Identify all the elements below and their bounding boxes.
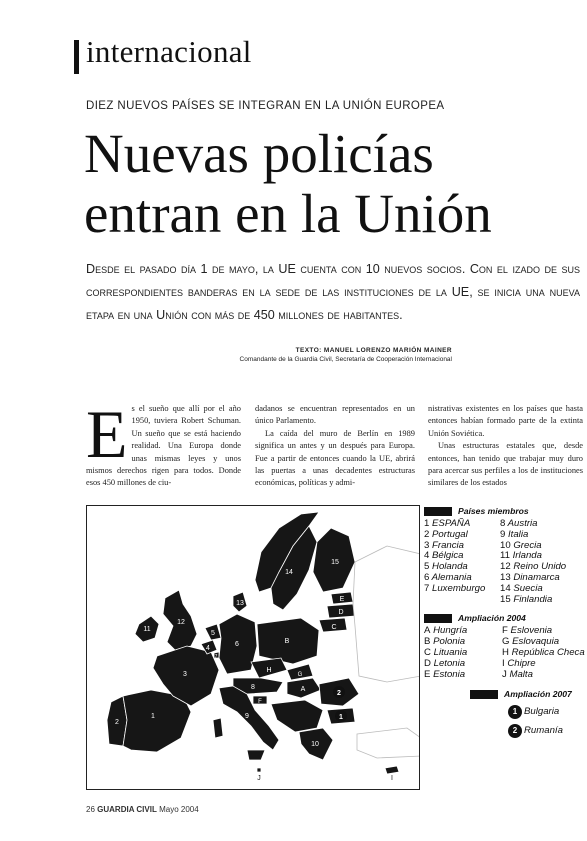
map-label: 13 bbox=[236, 600, 244, 607]
legend-item: 10 Grecia bbox=[500, 539, 542, 551]
map-label: I bbox=[391, 775, 393, 782]
legend-item: 4 Bélgica bbox=[424, 550, 464, 562]
legend-item: B Polonia bbox=[424, 636, 466, 648]
legend-item: E Estonia bbox=[424, 668, 466, 680]
byline-role: Comandante de la Guardia Civil, Secretaría de Cooperación Internacional bbox=[239, 356, 452, 363]
headline-line-1: Nuevas policías bbox=[84, 123, 434, 184]
legend-item: F Eslovenia bbox=[502, 625, 553, 637]
map-italy bbox=[219, 686, 279, 750]
europe-map bbox=[86, 505, 420, 790]
body-text: dadanos se encuentran representados en un único Parlamento. bbox=[255, 404, 415, 426]
legend-item: 2 Portugal bbox=[424, 528, 468, 540]
europe-map-graphic bbox=[87, 506, 420, 790]
headline bbox=[84, 124, 492, 244]
legend-item: 7 Luxemburgo bbox=[424, 582, 486, 594]
map-marker-label: 2 bbox=[337, 690, 341, 697]
map-sardinia bbox=[213, 718, 223, 738]
legend-members-list bbox=[424, 519, 587, 605]
map-russia bbox=[353, 546, 420, 682]
map-turkey bbox=[357, 728, 420, 758]
legend-item: 13 Dinamarca bbox=[500, 571, 560, 583]
headline-line-2: entran en la Unión bbox=[84, 183, 492, 244]
legend-item: 11 Irlanda bbox=[500, 550, 542, 562]
body-text: Unas estructuras estatales que, desde entonces, han tenido que trabajar muy duro para acercar sus perfiles a los de instituciones similares de los estados bbox=[428, 441, 583, 488]
page-number: 26 bbox=[86, 805, 95, 814]
map-legend bbox=[424, 506, 587, 740]
map-label: 4 bbox=[206, 645, 210, 652]
map-label: C bbox=[331, 624, 337, 631]
legend-item: 2 Rumanía bbox=[508, 721, 587, 740]
map-balkans bbox=[271, 700, 323, 732]
legend-item: J Malta bbox=[502, 668, 533, 680]
map-label: 10 bbox=[311, 741, 319, 748]
legend-item: 14 Suecia bbox=[500, 582, 543, 594]
legend-item: C Lituania bbox=[424, 646, 468, 658]
section-title: internacional bbox=[86, 34, 252, 69]
body-text: La caída del muro de Berlín en 1989 significa un antes y un después para Europa. Fue a partir de entonces cuando la UE, abrirá las puertas a unas decadentes estructuras económicas, políticas y admi- bbox=[255, 428, 415, 488]
map-label: J bbox=[257, 775, 261, 782]
body-column-2 bbox=[255, 403, 415, 490]
body-text: s el sueño que allí por el año 1950, tuviera Robert Schuman. Un sueño que se está haciendo realidad. Una Europa donde unas mismas leyes y unos mismos derechos rigen para todos. Donde esos 450 millones de ciu- bbox=[86, 404, 241, 488]
map-marker-label: 1 bbox=[339, 714, 343, 721]
legend-item: 9 Italia bbox=[500, 528, 529, 540]
legend-2004-list bbox=[424, 626, 587, 680]
map-label: G bbox=[297, 672, 303, 678]
legend-bar bbox=[470, 690, 498, 699]
map-malta bbox=[257, 768, 261, 772]
body-text: nistrativas existentes en los países que hasta entonces habían formado parte de la extinta Unión Soviética. bbox=[428, 404, 583, 438]
page-footer bbox=[86, 805, 199, 814]
map-label: F bbox=[258, 699, 262, 705]
magazine-name: GUARDIA CIVIL bbox=[97, 805, 157, 814]
legend-item: 12 Reino Unido bbox=[500, 561, 567, 573]
kicker: DIEZ NUEVOS PAÍSES SE INTEGRAN EN LA UNIÓN EUROPEA bbox=[86, 100, 445, 112]
map-label: 3 bbox=[183, 671, 187, 678]
legend-bar bbox=[424, 614, 452, 623]
map-label: D bbox=[338, 609, 344, 616]
legend-item bbox=[424, 595, 500, 606]
map-label: 9 bbox=[245, 713, 249, 720]
map-label: 5 bbox=[211, 630, 215, 637]
map-label: B bbox=[284, 638, 290, 645]
byline-author: TEXTO: MANUEL LORENZO MARIÓN MAINER bbox=[295, 347, 452, 354]
legend-item: 8 Austria bbox=[500, 518, 538, 529]
legend-item: 5 Holanda bbox=[424, 561, 468, 573]
map-label: A bbox=[300, 686, 306, 693]
issue-date: Mayo 2004 bbox=[159, 805, 199, 814]
byline bbox=[86, 346, 452, 364]
legend-2007-header bbox=[424, 689, 587, 699]
body-column-3 bbox=[428, 403, 583, 490]
legend-members-title: Países miembros bbox=[458, 506, 529, 516]
map-label: 8 bbox=[251, 684, 255, 691]
legend-item: D Letonia bbox=[424, 657, 466, 669]
lead-paragraph: Desde el pasado día 1 de mayo, la UE cuenta con 10 nuevos socios. Con el izado de sus correspondientes banderas en la sede de las instituciones de la UE, se inicia una nueva etapa en una Unión con más de 450 millones de habitantes. bbox=[86, 262, 580, 322]
map-label: 7 bbox=[214, 654, 218, 660]
legend-item: 15 Finlandia bbox=[500, 593, 553, 605]
legend-item: G Eslovaquia bbox=[502, 636, 560, 648]
map-sicily bbox=[247, 750, 265, 760]
map-label: 6 bbox=[235, 641, 239, 648]
legend-item: 1 ESPAÑA bbox=[424, 518, 471, 529]
legend-item: H República Checa bbox=[502, 646, 585, 658]
map-label: 14 bbox=[285, 569, 293, 576]
map-label: 1 bbox=[151, 713, 155, 720]
body-column-1 bbox=[86, 396, 241, 490]
dropcap: E bbox=[86, 396, 128, 472]
legend-item: 6 Alemania bbox=[424, 571, 472, 583]
legend-members-header bbox=[424, 506, 587, 516]
map-label: 11 bbox=[143, 626, 151, 633]
map-label: H bbox=[266, 667, 272, 674]
map-label: 15 bbox=[331, 559, 339, 566]
legend-2004-title: Ampliación 2004 bbox=[458, 613, 526, 624]
map-cyprus bbox=[385, 766, 399, 774]
legend-2007-list bbox=[424, 702, 587, 740]
map-label: 2 bbox=[115, 719, 119, 726]
legend-item: I Chipre bbox=[502, 657, 536, 669]
map-label: 12 bbox=[177, 619, 185, 626]
legend-bar bbox=[424, 507, 452, 516]
legend-2004-header bbox=[424, 613, 587, 623]
map-label: E bbox=[339, 596, 345, 603]
legend-item: 1 Bulgaria bbox=[508, 702, 587, 721]
legend-2007-title: Ampliación 2007 bbox=[504, 689, 572, 700]
legend-item: 3 Francia bbox=[424, 539, 465, 551]
section-bar bbox=[74, 40, 79, 74]
legend-item: A Hungría bbox=[424, 625, 468, 637]
